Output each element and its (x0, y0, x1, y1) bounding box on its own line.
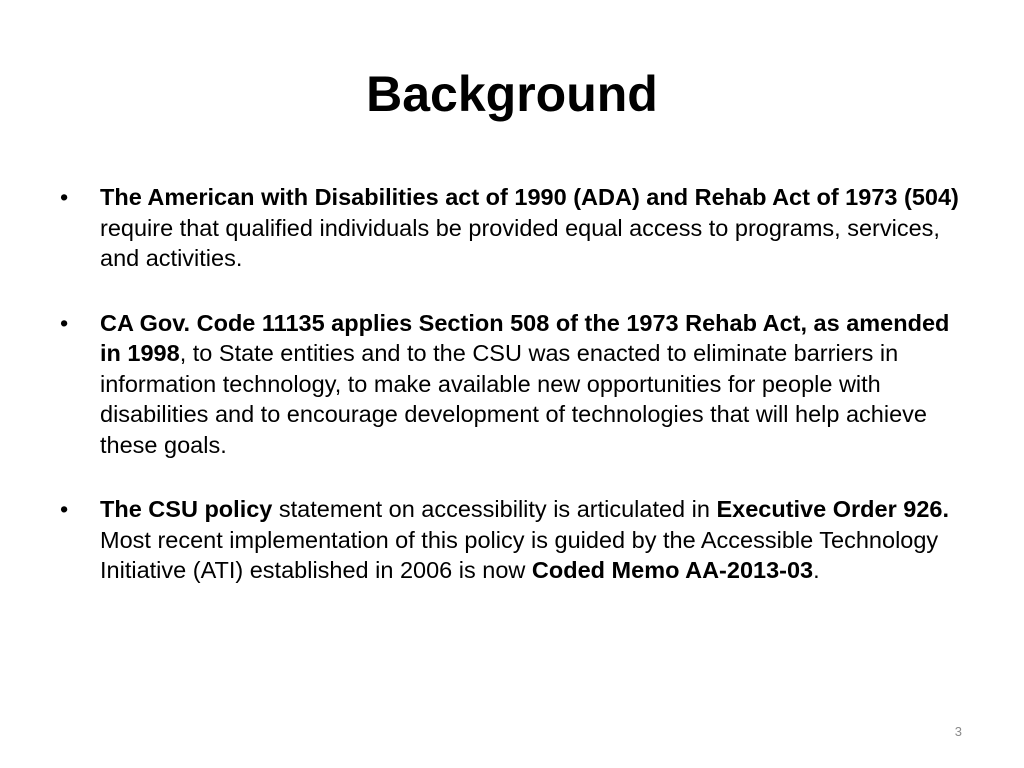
bullet-text-bold: The American with Disabilities act of 1990 (ADA) and Rehab Act of 1973 (504) (100, 184, 959, 210)
bullet-text-bold: Executive Order 926. (716, 496, 949, 522)
bullet-text-regular: Most recent implementation of this policy is guided by the Accessible Technology Initiative (ATI) established in 2006 is now (100, 496, 963, 583)
bullet-item-ada (60, 182, 972, 274)
bullet-text (100, 184, 959, 271)
bullet-text-bold: Coded Memo AA-2013-03 (531, 557, 814, 583)
bullet-text-bold: CA Gov. Code 11135 applies Section 508 of the 1973 Rehab Act, as amended in 1998 (100, 309, 950, 366)
bullet-item-gov-code (60, 308, 972, 461)
bullet-text-bold: The CSU policy (100, 496, 273, 522)
bullet-text (100, 496, 962, 583)
bullet-marker-icon: • (60, 309, 69, 336)
bullet-list (60, 182, 972, 620)
bullet-marker-icon: • (60, 496, 69, 522)
page-number: 3 (954, 724, 962, 739)
bullet-text-regular: require that qualified individuals be provided equal access to programs, services, and activities. (100, 214, 940, 271)
bullet-marker-icon: • (60, 184, 69, 210)
bullet-text (100, 310, 949, 458)
bullet-text-regular: statement on accessibility is articulated in (272, 496, 717, 522)
bullet-text-regular: , to State entities and to the CSU was enacted to eliminate barriers in information technology, to make available new opportunities for people with disabilities and to encourage development of technologies that will help achieve these goals. (100, 340, 927, 458)
slide-title: Background (366, 66, 658, 122)
bullet-item-csu-policy (60, 494, 972, 586)
bullet-text-regular: . (813, 557, 820, 583)
